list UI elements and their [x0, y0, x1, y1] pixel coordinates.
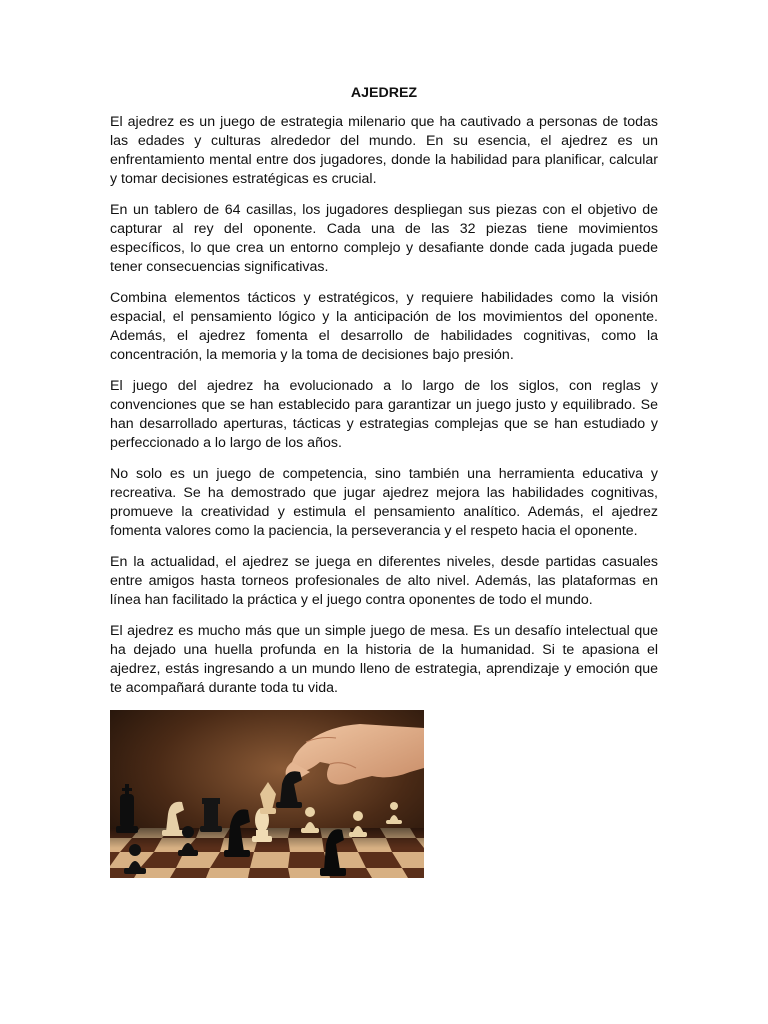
chess-photo-illustration	[110, 710, 424, 878]
document-title: AJEDREZ	[350, 85, 418, 101]
paragraph-1: El ajedrez es un juego de estrategia milenario que ha cautivado a personas de todas las edades y culturas alrededor del mundo. En su esencia, el ajedrez es un enfrentamiento mental entre dos jugadores, donde la habilidad para planificar, calcular y tomar decisiones estratégicas es crucial.	[110, 114, 658, 187]
paragraph-5: No solo es un juego de competencia, sino también una herramienta educativa y recreativa. Se ha demostrado que jugar ajedrez mejora las habilidades cognitivas, promueve la creatividad y estimula el pensamiento analítico. Además, el ajedrez fomenta valores como la paciencia, la perseverancia y el respeto hacia el oponente.	[110, 466, 658, 539]
paragraph-7: El ajedrez es mucho más que un simple juego de mesa. Es un desafío intelectual que ha dejado una huella profunda en la historia de la humanidad. Si te apasiona el ajedrez, estás ingresando a un mundo lleno de estrategia, aprendizaje y emoción que te acompañará durante toda tu vida.	[110, 623, 658, 696]
paragraph-4: El juego del ajedrez ha evolucionado a lo largo de los siglos, con reglas y convenciones que se han establecido para garantizar un juego justo y equilibrado. Se han desarrollado aperturas, tácticas y estrategias complejas que se han estudiado y perfeccionado a lo largo de los años.	[110, 378, 658, 451]
paragraph-2: En un tablero de 64 casillas, los jugadores despliegan sus piezas con el objetivo de capturar al rey del oponente. Cada una de las 32 piezas tiene movimientos específicos, lo que crea un entorno complejo y desafiante donde cada jugada puede tener consecuencias significativas.	[110, 202, 658, 275]
document-page	[110, 84, 658, 878]
paragraph-6: En la actualidad, el ajedrez se juega en diferentes niveles, desde partidas casuales entre amigos hasta torneos profesionales de alto nivel. Además, las plataformas en línea han facilitado la práctica y el juego contra oponentes de todo el mundo.	[110, 554, 658, 608]
paragraph-3: Combina elementos tácticos y estratégicos, y requiere habilidades como la visión espacial, el pensamiento lógico y la anticipación de los movimientos del oponente. Además, el ajedrez fomenta el desarrollo de habilidades cognitivas, como la concentración, la memoria y la toma de decisiones bajo presión.	[110, 290, 658, 363]
chess-photo	[110, 710, 424, 878]
